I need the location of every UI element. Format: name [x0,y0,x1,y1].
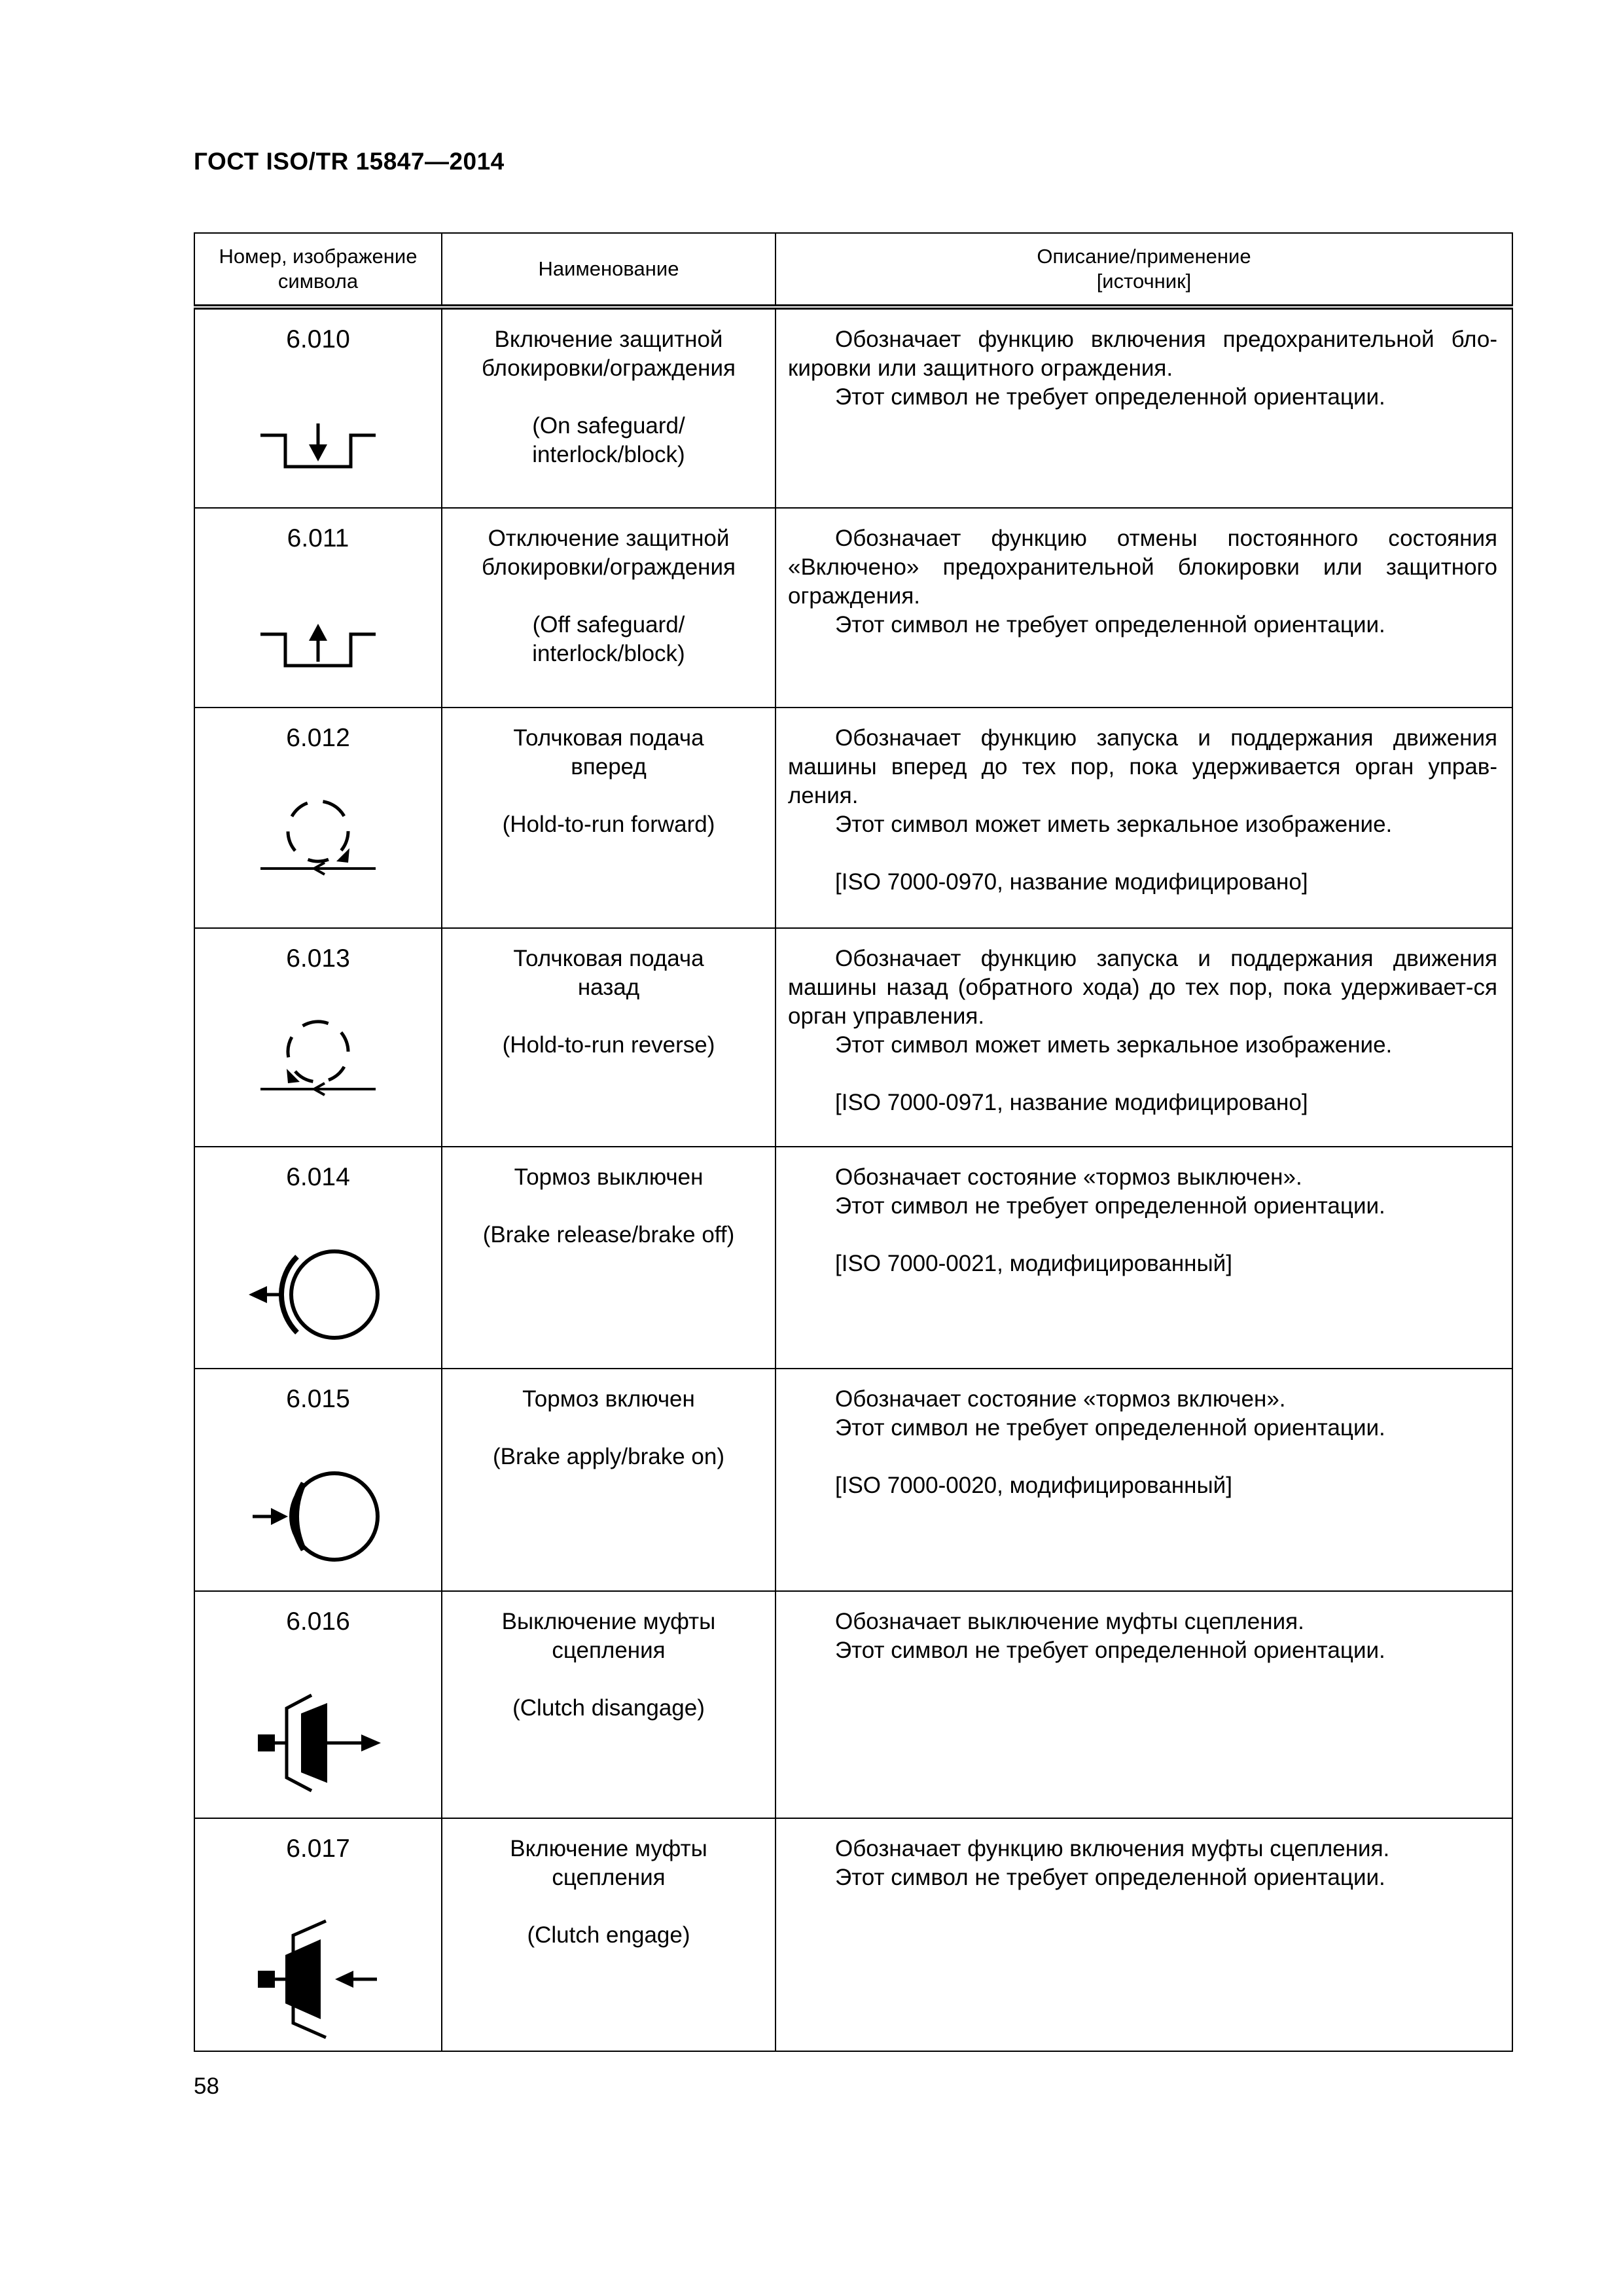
symbol-name-en: (On safeguard/ [532,413,685,439]
description-cell [776,1818,1512,2051]
name-cell [442,508,776,708]
column-header-line: Описание/применение [1037,245,1251,268]
symbol-name-ru: Толчковая подача [513,945,704,971]
symbol-name-ru: Тормоз выключен [514,1164,704,1190]
safeguard-on-icon [195,421,441,476]
description-cell [776,1147,1512,1369]
column-header-number [194,233,442,307]
symbol-cell [194,1591,442,1819]
source-reference: [ISO 7000-0971, название модифицировано] [835,1089,1308,1115]
symbol-name-ru: назад [577,974,640,1000]
source-reference: [ISO 7000-0021, модифицированный] [835,1250,1232,1276]
symbol-name-en: interlock/block) [532,442,685,467]
symbol-name-ru: Выключение муфты [501,1608,716,1634]
description-text: Этот символ может иметь зеркальное изображение. [835,812,1393,838]
description-text: Обозначает функцию запуска и поддержания движения машины назад (обратного хода) до тех пор, пока удерживает-ся орган управления. [788,945,1497,1029]
symbol-name-en: (Off safeguard/ [532,612,685,638]
column-header-line: [источник] [1096,270,1192,293]
symbol-cell [194,708,442,927]
symbol-cell [194,928,442,1147]
description-text: Этот символ не требует определенной ориентации. [835,1865,1385,1891]
description-text: Обозначает функцию включения предохранительной бло-кировки или защитного ограждения. [788,327,1497,381]
symbol-name-ru: Отключение защитной [488,526,730,552]
column-header-name [442,233,776,307]
description-text: Этот символ не требует определенной ориентации. [835,1415,1385,1441]
symbol-name-ru: сцепления [552,1865,666,1891]
description-cell [776,928,1512,1147]
name-cell [442,1591,776,1819]
symbol-number: 6.014 [286,1162,350,1191]
table-row [194,307,1512,508]
description-text: Обозначает состояние «тормоз включен». [835,1386,1286,1412]
symbol-cell [194,1147,442,1369]
symbol-number: 6.012 [286,724,350,753]
safeguard-off-icon [195,620,441,675]
symbol-cell [194,1818,442,2051]
source-reference: [ISO 7000-0020, модифицированный] [835,1473,1232,1499]
name-cell [442,307,776,508]
name-cell [442,1818,776,2051]
symbol-cell [194,1369,442,1590]
symbol-name-ru: Толчковая подача [513,725,704,751]
document-header: ГОСТ ISO/TR 15847—2014 [194,148,505,175]
brake-release-icon [195,1246,441,1347]
description-text: Этот символ не требует определенной ориентации. [835,1637,1385,1663]
table-header-row [194,233,1512,307]
name-cell [442,708,776,927]
hold-to-run-forward-icon [195,793,441,882]
symbol-name-ru: блокировки/ограждения [481,355,736,381]
symbol-name-ru: блокировки/ограждения [481,554,736,581]
column-header-line: Наименование [538,257,679,280]
description-text: Этот символ не требует определенной ориентации. [835,612,1385,638]
clutch-disengage-icon [195,1690,441,1798]
symbol-name-en: (Hold-to-run reverse) [502,1031,715,1058]
symbol-cell [194,307,442,508]
description-cell [776,708,1512,927]
description-cell [776,1591,1512,1819]
description-text: Обозначает состояние «тормоз выключен». [835,1164,1302,1190]
column-header-description [776,233,1512,307]
symbols-table [194,232,1513,2052]
description-text: Обозначает выключение муфты сцепления. [835,1608,1304,1634]
symbol-name-ru: Включение муфты [510,1836,707,1862]
description-cell [776,508,1512,708]
name-cell [442,1147,776,1369]
description-text: Этот символ не требует определенной ориентации. [835,384,1385,410]
table-row [194,1369,1512,1590]
brake-apply-icon [195,1467,441,1569]
table-row [194,708,1512,927]
symbol-name-ru: сцепления [552,1637,666,1663]
symbol-number: 6.017 [286,1835,350,1863]
table-row [194,928,1512,1147]
table-row [194,1818,1512,2051]
description-cell [776,1369,1512,1590]
symbol-name-en: (Clutch disangage) [512,1695,705,1721]
clutch-engage-icon [195,1917,441,2045]
column-header-line: Номер, изображение [219,245,418,268]
column-header-line: символа [277,270,359,293]
symbol-name-en: (Hold-to-run forward) [502,812,715,838]
description-cell [776,307,1512,508]
page-number: 58 [194,2073,219,2099]
table-row [194,508,1512,708]
symbol-number: 6.016 [286,1607,350,1636]
symbol-name-ru: Включение защитной [494,327,723,352]
symbol-name-ru: Тормоз включен [522,1386,695,1412]
symbol-name-en: (Clutch engage) [527,1922,690,1948]
symbol-number: 6.011 [287,524,349,553]
table-row [194,1147,1512,1369]
description-text: Обозначает функцию запуска и поддержания движения машины вперед до тех пор, пока удерживается орган управ-ления. [788,725,1497,809]
name-cell [442,1369,776,1590]
description-text: Обозначает функцию включения муфты сцепления. [835,1836,1390,1862]
source-reference: [ISO 7000-0970, название модифицировано] [835,869,1308,895]
name-cell [442,928,776,1147]
symbol-name-en: (Brake apply/brake on) [492,1444,725,1470]
description-text: Обозначает функцию отмены постоянного состояния «Включено» предохранительной блокировки или защитного ограждения. [788,526,1497,609]
symbol-number: 6.015 [286,1385,350,1414]
symbol-cell [194,508,442,708]
table-row [194,1591,1512,1819]
symbol-name-en: interlock/block) [532,641,685,667]
description-text: Этот символ может иметь зеркальное изображение. [835,1031,1393,1058]
symbol-number: 6.010 [286,325,350,353]
symbol-name-ru: вперед [571,754,647,780]
symbol-number: 6.013 [286,944,350,973]
description-text: Этот символ не требует определенной ориентации. [835,1193,1385,1219]
symbol-name-en: (Brake release/brake off) [482,1221,735,1247]
hold-to-run-reverse-icon [195,1014,441,1102]
